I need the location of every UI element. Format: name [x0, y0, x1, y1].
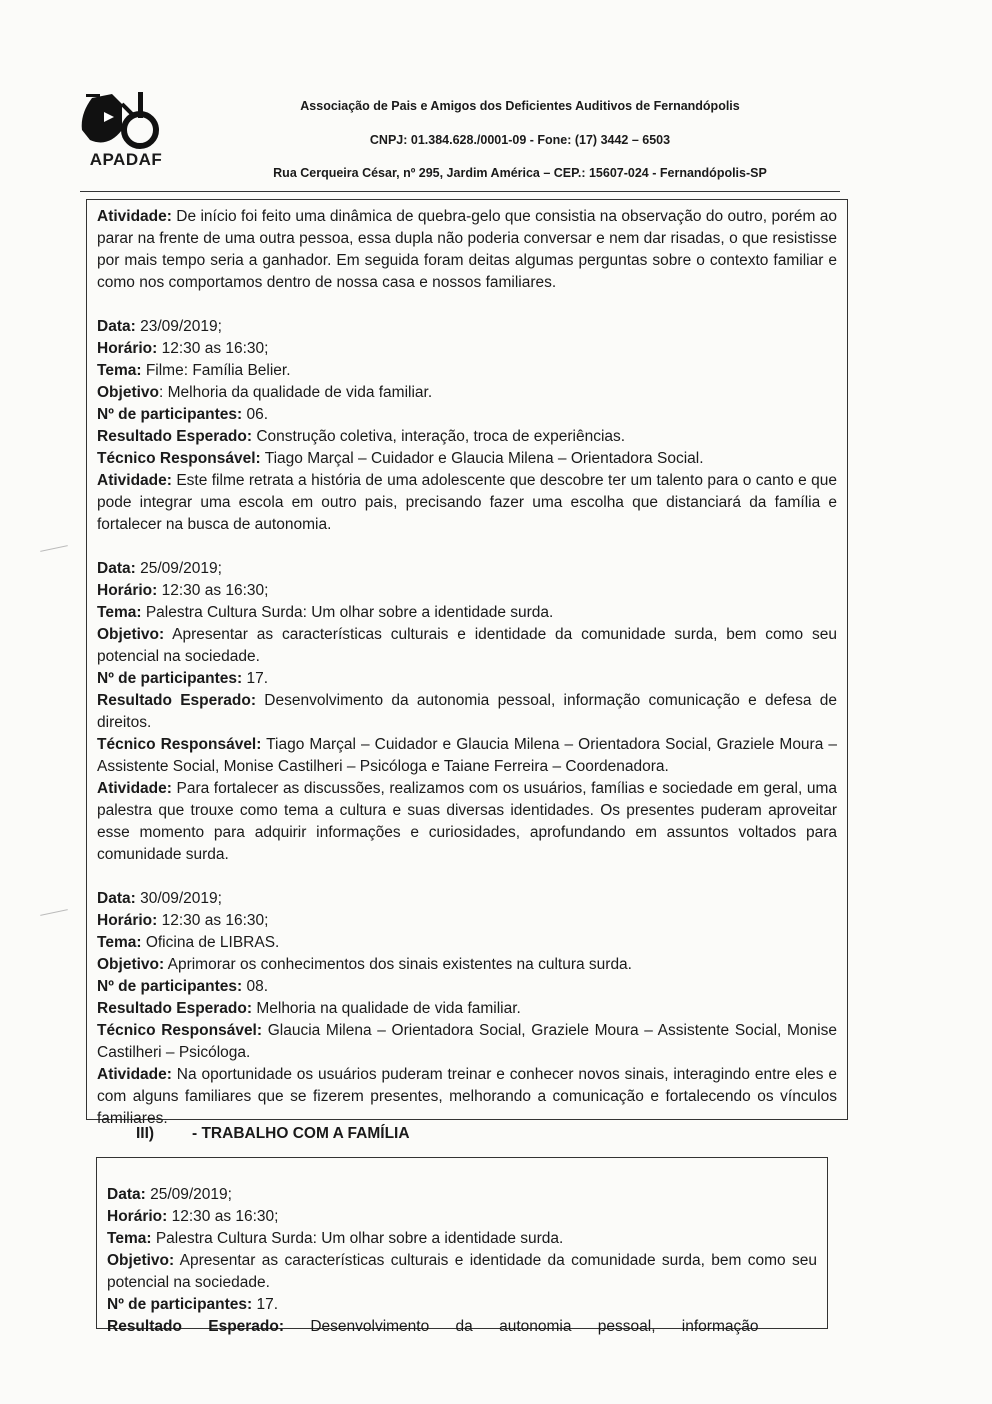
entry-technician: Técnico Responsável: Glaucia Milena – Orientadora Social, Graziele Moura – Assistente Social, Monise Castilheri – Psicóloga. — [97, 1022, 837, 1061]
entry-objective: Objetivo: Apresentar as características culturais e identidade da comunidade surda, bem como seu potencial na sociedade. — [97, 626, 837, 665]
entry-date: Data: 25/09/2019; — [107, 1186, 232, 1203]
entry-objective: Objetivo: Melhoria da qualidade de vida familiar. — [97, 384, 433, 401]
entry-theme: Tema: Filme: Família Belier. — [97, 362, 291, 379]
header-divider — [80, 191, 840, 192]
entry-theme: Tema: Oficina de LIBRAS. — [97, 934, 280, 951]
entry-expected-result: Resultado Esperado: Construção coletiva, interação, troca de experiências. — [97, 428, 626, 445]
apadaf-logo — [78, 90, 174, 170]
address-line: Rua Cerqueira César, nº 295, Jardim América – CEP.: 15607-024 - Fernandópolis-SP — [273, 166, 767, 180]
activities-box — [86, 199, 848, 1127]
entry-expected-result: Resultado Esperado: Melhoria na qualidade de vida familiar. — [97, 1000, 521, 1017]
entry-date: Data: 23/09/2019; — [97, 318, 222, 335]
entry-objective: Objetivo: Apresentar as características culturais e identidade da comunidade surda, bem como seu potencial na sociedade. — [107, 1252, 817, 1291]
entry-participants: Nº de participantes: 17. — [97, 670, 269, 687]
contact-line: CNPJ: 01.384.628./0001-09 - Fone: (17) 3442 – 6503 — [369, 133, 671, 147]
section-number: III) — [136, 1125, 155, 1142]
entry-technician: Técnico Responsável: Tiago Marçal – Cuidador e Glaucia Milena – Orientadora Social, Graziele Moura – Assistente Social, Monise Castilheri – Psicóloga e Taiane Ferreira – Coordenadora. — [97, 736, 837, 775]
entry-time: Horário: 12:30 as 16:30; — [97, 912, 269, 929]
org-name: Associação de Pais e Amigos dos Deficientes Auditivos de Fernandópolis — [300, 99, 740, 113]
entry-theme: Tema: Palestra Cultura Surda: Um olhar sobre a identidade surda. — [107, 1230, 564, 1247]
entry-date: Data: 30/09/2019; — [97, 890, 222, 907]
entry-activity: Atividade: Este filme retrata a história de uma adolescente que descobre ter um talento para o canto e que pode integrar uma escola em outro pais, precisando fazer uma escolha que distanciará da família e fortalecer na busca de autonomia. — [97, 472, 837, 533]
intro-activity: Atividade: De início foi feito uma dinâmica de quebra-gelo que consistia na observação do outro, porém ao parar na frente de uma outra pessoa, essa dupla não poderia conversar e nem dar risadas, o que resistisse por mais tempo seria a ganhador. Em seguida foram deitas algumas perguntas sobre o contexto familiar e como nos comportamos dentro de nossa casa e nossos familiares. — [97, 208, 837, 291]
activity-entry — [97, 888, 837, 1130]
logo-emblem-icon — [78, 90, 174, 152]
entry-participants: Nº de participantes: 08. — [97, 978, 269, 995]
entry-objective: Objetivo: Aprimorar os conhecimentos dos sinais existentes na cultura surda. — [97, 956, 632, 973]
entry-time: Horário: 12:30 as 16:30; — [97, 340, 269, 357]
activity-entry — [97, 316, 837, 536]
entry-time: Horário: 12:30 as 16:30; — [97, 582, 269, 599]
entry-participants: Nº de participantes: 17. — [107, 1296, 279, 1313]
activity-entry — [97, 558, 837, 866]
entry-expected-result: Resultado Esperado: Desenvolvimento da autonomia pessoal, informação comunicação e defesa de direitos. — [97, 692, 838, 731]
logo-text: APADAF — [89, 150, 163, 169]
entry-activity: Atividade: Para fortalecer as discussões, realizamos com os usuários, famílias e sociedade em geral, uma palestra que trouxe como tema a cultura e suas diversas identidades. Os presentes puderam aproveitar esse momento para adquirir informações e curiosidades, aprofundando em assuntos voltados para comunidade surda. — [97, 780, 837, 863]
margin-mark — [40, 545, 68, 552]
section-title: - TRABALHO COM A FAMÍLIA — [192, 1125, 410, 1142]
entry-participants: Nº de participantes: 06. — [97, 406, 269, 423]
entry-time: Horário: 12:30 as 16:30; — [107, 1208, 279, 1225]
entry-technician: Técnico Responsável: Tiago Marçal – Cuidador e Glaucia Milena – Orientadora Social. — [97, 450, 704, 467]
entry-date: Data: 25/09/2019; — [97, 560, 222, 577]
margin-mark — [40, 909, 68, 916]
entry-theme: Tema: Palestra Cultura Surda: Um olhar sobre a identidade surda. — [97, 604, 554, 621]
entry-expected-result: Resultado Esperado: Desenvolvimento da autonomia pessoal, informação — [107, 1318, 759, 1335]
family-work-box — [96, 1157, 828, 1335]
entry-activity: Atividade: Na oportunidade os usuários puderam treinar e conhecer novos sinais, interagindo entre eles e com alguns familiares que se fizerem presentes, melhorando a comunicação e fortalecendo os vínculos familiares. — [97, 1066, 837, 1127]
section-heading — [136, 1125, 410, 1143]
